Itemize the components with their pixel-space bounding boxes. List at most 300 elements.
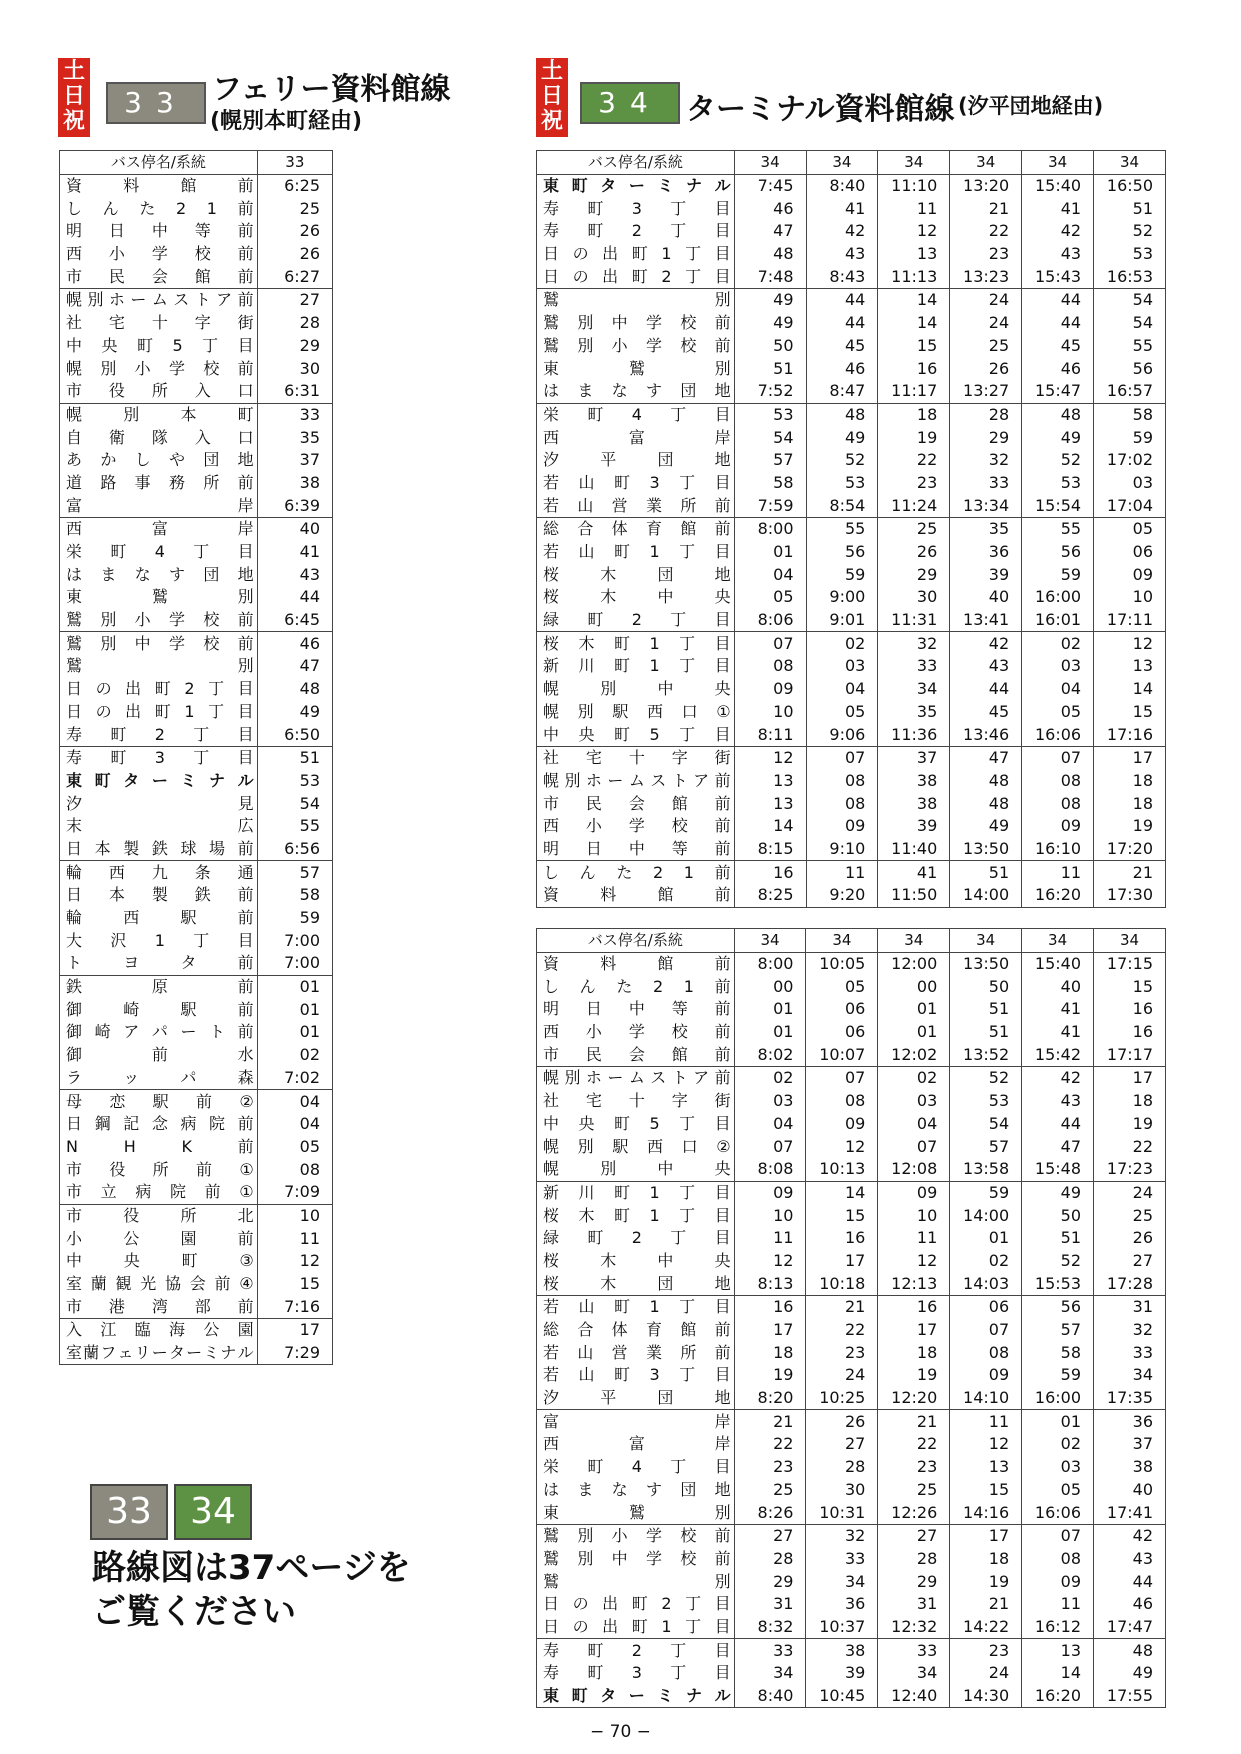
table-row [60,632,333,655]
table-row [60,494,333,517]
departure-time: 8:43 [806,265,878,288]
stop-name-text: 桜 木 団 地 [543,1273,731,1293]
right-subtitle: (汐平団地経由) [958,94,1104,118]
table-row [537,1043,1166,1066]
stop-name-text: 富 岸 [543,1411,731,1431]
departure-time: 12 [257,1250,332,1273]
departure-time: 09 [950,1364,1022,1387]
departure-time: 7:59 [734,494,806,517]
departure-time: 41 [1022,197,1094,220]
departure-time: 17:17 [1094,1043,1166,1066]
departure-time: 43 [1022,243,1094,266]
stop-name [60,1067,258,1090]
stop-name [60,632,258,655]
stop-name-text: 室 蘭 フ ェ リ ー タ ー ミ ナ ル [66,1343,254,1363]
stop-name-text: 緑 町 2 丁 目 [543,1228,731,1248]
stop-name [537,770,735,793]
stop-name-text: 幌 別 駅 西 口 ② [543,1136,731,1156]
departure-time: 10:37 [806,1616,878,1639]
departure-time: 43 [1022,1090,1094,1113]
stop-name [537,701,735,724]
departure-time: 45 [806,335,878,358]
departure-time: 00 [878,975,950,998]
departure-time: 01 [1022,1410,1094,1433]
departure-time: 07 [950,1319,1022,1342]
departure-time: 10:31 [806,1501,878,1524]
stop-name-text: N H K 前 [66,1136,254,1156]
departure-time: 46 [734,197,806,220]
table-row [537,723,1166,746]
departure-time: 52 [806,449,878,472]
departure-time: 7:09 [257,1181,332,1204]
stop-name-text: 明 日 中 等 前 [543,999,731,1019]
departure-time: 53 [257,770,332,793]
stop-name [537,1135,735,1158]
departure-time: 8:11 [734,723,806,746]
departure-time: 09 [1022,815,1094,838]
departure-time: 9:01 [806,609,878,632]
stop-name-text: 資 料 館 前 [543,885,731,905]
stop-name [537,1570,735,1593]
departure-time: 07 [878,1135,950,1158]
stop-name-text: 桜 木 団 地 [543,564,731,584]
departure-time: 22 [1094,1135,1166,1158]
departure-time: 26 [806,1410,878,1433]
departure-time: 33 [734,1639,806,1662]
departure-time: 31 [1094,1296,1166,1319]
departure-time: 02 [1022,1433,1094,1456]
stop-name-text: 若 山 営 業 所 前 [543,1342,731,1362]
departure-time: 09 [734,1181,806,1204]
stop-name [537,243,735,266]
departure-time: 58 [1022,1341,1094,1364]
stop-name-text: 市 役 所 入 口 [66,381,254,401]
table-row [60,586,333,609]
departure-time: 41 [878,861,950,884]
departure-time: 58 [1094,403,1166,426]
departure-time: 19 [734,1364,806,1387]
departure-time: 10:05 [806,952,878,975]
departure-time: 53 [1094,243,1166,266]
departure-time: 19 [950,1570,1022,1593]
table-row [537,952,1166,975]
departure-time: 54 [1094,289,1166,312]
stop-name-text: 輪 西 九 条 通 [66,862,254,882]
stop-name-text: は ま な す 団 地 [543,1479,731,1499]
departure-time: 02 [806,632,878,655]
departure-time: 44 [806,289,878,312]
table-row [60,472,333,495]
table-row [537,335,1166,358]
departure-time: 01 [878,1021,950,1044]
table-row [537,494,1166,517]
departure-time: 54 [257,792,332,815]
departure-time: 13:52 [950,1043,1022,1066]
departure-time: 05 [806,975,878,998]
departure-time: 14:03 [950,1272,1022,1295]
departure-time: 01 [257,998,332,1021]
table-row [537,1501,1166,1524]
departure-time: 38 [257,472,332,495]
departure-time: 37 [878,746,950,769]
departure-time: 51 [257,746,332,769]
table-row [537,884,1166,907]
departure-time: 33 [1094,1341,1166,1364]
stop-name-text: 日 鋼 記 念 病 院 前 [66,1114,254,1134]
departure-time: 04 [257,1090,332,1113]
departure-time: 42 [1022,1067,1094,1090]
departure-time: 33 [257,403,332,426]
table-row [537,220,1166,243]
departure-time: 36 [950,541,1022,564]
departure-time: 8:08 [734,1158,806,1181]
departure-time: 40 [950,586,1022,609]
departure-time: 15:54 [1022,494,1094,517]
departure-time: 34 [806,1570,878,1593]
departure-time: 44 [1022,1113,1094,1136]
stop-name [60,335,258,358]
departure-time: 6:56 [257,838,332,861]
departure-time: 40 [257,518,332,541]
departure-time: 14:30 [950,1685,1022,1708]
stop-name-text: 新 川 町 1 丁 目 [543,1182,731,1202]
departure-time: 7:16 [257,1295,332,1318]
table-row [60,1342,333,1365]
departure-time: 25 [734,1479,806,1502]
table-row [537,975,1166,998]
departure-time: 17 [806,1250,878,1273]
departure-time: 10:45 [806,1685,878,1708]
stop-name [60,884,258,907]
departure-time: 31 [878,1593,950,1616]
departure-time: 16 [806,1227,878,1250]
left-subtitle: (幌別本町経由) [210,109,363,134]
table-row [537,1685,1166,1708]
stop-name [537,1479,735,1502]
departure-time: 17:04 [1094,494,1166,517]
table-row [537,403,1166,426]
departure-time: 07 [1022,746,1094,769]
departure-time: 27 [878,1524,950,1547]
departure-time: 56 [1022,1296,1094,1319]
stop-name-text: 緑 町 2 丁 目 [543,610,731,630]
stop-name [537,1456,735,1479]
departure-time: 55 [257,815,332,838]
stop-name [537,1639,735,1662]
departure-time: 26 [257,243,332,266]
departure-time: 12:08 [878,1158,950,1181]
stop-name [60,770,258,793]
departure-time: 10 [734,1204,806,1227]
departure-time: 17 [950,1524,1022,1547]
stop-name [60,312,258,335]
departure-time: 35 [257,426,332,449]
departure-time: 43 [806,243,878,266]
stop-name [537,586,735,609]
departure-time: 14:00 [950,884,1022,907]
departure-time: 05 [1022,701,1094,724]
stop-name [537,723,735,746]
stop-name-text: 東 町 タ ー ミ ナ ル [543,176,731,196]
departure-time: 56 [806,541,878,564]
stop-name-text: 日 の 出 町 1 丁 目 [543,1616,731,1636]
departure-time: 22 [806,1319,878,1342]
header-stop-name: バス停名/系統 [60,151,258,175]
departure-time: 38 [878,770,950,793]
departure-time: 28 [950,403,1022,426]
header-route-number: 34 [1022,151,1094,175]
table-row [60,723,333,746]
stop-name [537,1090,735,1113]
departure-time: 03 [1094,472,1166,495]
stop-name [60,1250,258,1273]
departure-time: 23 [734,1456,806,1479]
table-row [537,289,1166,312]
table-row [60,655,333,678]
stop-name-text: 市 民 会 館 前 [66,266,254,286]
departure-time: 10:07 [806,1043,878,1066]
departure-time: 24 [1094,1181,1166,1204]
stop-name-text: 汐 平 団 地 [543,450,731,470]
stop-name [60,1113,258,1136]
table-row [537,312,1166,335]
departure-time: 8:40 [734,1685,806,1708]
stop-name [537,1387,735,1410]
departure-time: 18 [734,1341,806,1364]
timetable-route-34-from-terminal [536,150,1166,908]
departure-time: 03 [806,655,878,678]
table-row [60,289,333,312]
departure-time: 53 [1022,472,1094,495]
departure-time: 26 [257,220,332,243]
departure-time: 18 [1094,792,1166,815]
departure-time: 30 [806,1479,878,1502]
departure-time: 14 [1094,678,1166,701]
table-row [537,1181,1166,1204]
departure-time: 17:20 [1094,838,1166,861]
table-row [60,1319,333,1342]
table-row [537,1479,1166,1502]
route-33-box: 33 [106,82,206,124]
departure-time: 59 [1022,563,1094,586]
stop-name-text: 日 の 出 町 1 丁 目 [66,701,254,721]
departure-time: 47 [1022,1135,1094,1158]
table-row [60,1067,333,1090]
stop-name-text: ラ ッ パ 森 [66,1067,254,1087]
departure-time: 17:15 [1094,952,1166,975]
right-title: ターミナル資料館線 [686,92,955,127]
stop-name-text: し ん た 2 1 前 [66,198,254,218]
departure-time: 7:29 [257,1342,332,1365]
departure-time: 43 [950,655,1022,678]
stop-name [60,403,258,426]
departure-time: 26 [950,357,1022,380]
departure-time: 12:02 [878,1043,950,1066]
stop-name [60,220,258,243]
table-row [60,357,333,380]
table-row [537,1616,1166,1639]
table-row [60,174,333,197]
departure-time: 53 [950,1090,1022,1113]
departure-time: 13 [950,1456,1022,1479]
departure-time: 33 [878,655,950,678]
departure-time: 08 [806,792,878,815]
departure-time: 27 [734,1524,806,1547]
stop-name-text: 鷲 別 [543,290,731,310]
departure-time: 41 [806,197,878,220]
departure-time: 39 [950,563,1022,586]
stop-name-text: 西 富 岸 [66,519,254,539]
stop-name-text: 富 岸 [66,495,254,515]
departure-time: 16:00 [1022,586,1094,609]
stop-name-text: 日 本 製 鉄 球 場 前 [66,838,254,858]
table-row [60,952,333,975]
stop-name [537,220,735,243]
departure-time: 38 [1094,1456,1166,1479]
departure-time: 24 [950,312,1022,335]
stop-name [537,609,735,632]
departure-time: 17:41 [1094,1501,1166,1524]
stop-name-text: 寿 町 2 丁 目 [66,724,254,744]
departure-time: 41 [257,541,332,564]
departure-time: 06 [1094,541,1166,564]
stop-name-text: 寿 町 2 丁 目 [543,221,731,241]
departure-time: 7:48 [734,265,806,288]
departure-time: 47 [950,746,1022,769]
departure-time: 9:06 [806,723,878,746]
departure-time: 11 [950,1410,1022,1433]
departure-time: 09 [1022,1570,1094,1593]
stop-name [537,1548,735,1571]
departure-time: 42 [1094,1524,1166,1547]
table-row [60,1181,333,1204]
stop-name-text: 資 料 館 前 [66,176,254,196]
departure-time: 15:48 [1022,1158,1094,1181]
table-row [537,1204,1166,1227]
stop-name [60,1181,258,1204]
departure-time: 6:25 [257,174,332,197]
table-row [60,1158,333,1181]
departure-time: 11 [806,861,878,884]
departure-time: 51 [950,1021,1022,1044]
departure-time: 06 [806,998,878,1021]
departure-time: 24 [806,1364,878,1387]
table-row [537,609,1166,632]
table-row [60,1295,333,1318]
departure-time: 11:36 [878,723,950,746]
departure-time: 58 [257,884,332,907]
table-row [537,632,1166,655]
stop-name [60,494,258,517]
departure-time: 44 [1094,1570,1166,1593]
departure-time: 11:31 [878,609,950,632]
stop-name-text: 日 の 出 町 2 丁 目 [66,679,254,699]
departure-time: 55 [806,518,878,541]
departure-time: 53 [734,403,806,426]
stop-name-text: 西 富 岸 [543,1434,731,1454]
departure-time: 54 [734,426,806,449]
stop-name-text: 御 崎 ア パ ー ト 前 [66,1022,254,1042]
departure-time: 12 [878,1250,950,1273]
stop-name-text: 鷲 別 小 学 校 前 [543,335,731,355]
departure-time: 32 [1094,1319,1166,1342]
departure-time: 14:00 [950,1204,1022,1227]
departure-time: 15:43 [1022,265,1094,288]
stop-name [537,792,735,815]
departure-time: 10:25 [806,1387,878,1410]
departure-time: 48 [806,403,878,426]
table-row [537,1250,1166,1273]
table-row [60,265,333,288]
departure-time: 42 [950,632,1022,655]
departure-time: 13:50 [950,838,1022,861]
departure-time: 17:11 [1094,609,1166,632]
departure-time: 18 [1094,1090,1166,1113]
stop-name-text: 西 小 学 校 前 [66,244,254,264]
stop-name-text: 鷲 別 中 学 校 前 [66,633,254,653]
table-row [60,1250,333,1273]
departure-time: 09 [806,815,878,838]
table-row [537,1227,1166,1250]
table-row [60,701,333,724]
departure-time: 11 [1022,861,1094,884]
departure-time: 47 [257,655,332,678]
table-row [537,563,1166,586]
departure-time: 15 [1094,975,1166,998]
stop-name [537,563,735,586]
stop-name [60,998,258,1021]
table-row [60,426,333,449]
stop-name [60,861,258,884]
departure-time: 16:57 [1094,380,1166,403]
departure-time: 11 [878,1227,950,1250]
stop-name-text: 中 央 町 ③ [66,1251,254,1271]
stop-name [537,1364,735,1387]
departure-time: 17:28 [1094,1272,1166,1295]
stop-name [537,1158,735,1181]
stop-name-text: は ま な す 団 地 [543,381,731,401]
stop-name-text: 東 鷲 別 [543,1502,731,1522]
departure-time: 8:25 [734,884,806,907]
weekend-holiday-badge-right: 土 日 祝 [536,58,568,137]
stop-name [537,884,735,907]
departure-time: 29 [257,335,332,358]
stop-name [60,1158,258,1181]
departure-time: 37 [257,449,332,472]
stop-name [537,1296,735,1319]
departure-time: 12:13 [878,1272,950,1295]
departure-time: 47 [734,220,806,243]
table-row [537,1570,1166,1593]
departure-time: 23 [878,1456,950,1479]
departure-time: 27 [1094,1250,1166,1273]
stop-name [60,975,258,998]
stop-name-text: 資 料 館 前 [543,954,731,974]
departure-time: 23 [950,1639,1022,1662]
table-row [537,449,1166,472]
footer-route-34: 34 [174,1484,252,1540]
stop-name-text: 西 富 岸 [543,427,731,447]
table-row [537,541,1166,564]
stop-name [537,655,735,678]
stop-name-text: 御 前 水 [66,1045,254,1065]
departure-time: 6:45 [257,609,332,632]
departure-time: 11:50 [878,884,950,907]
table-row [537,770,1166,793]
departure-time: 09 [878,1181,950,1204]
departure-time: 37 [1094,1433,1166,1456]
departure-time: 15 [1094,701,1166,724]
